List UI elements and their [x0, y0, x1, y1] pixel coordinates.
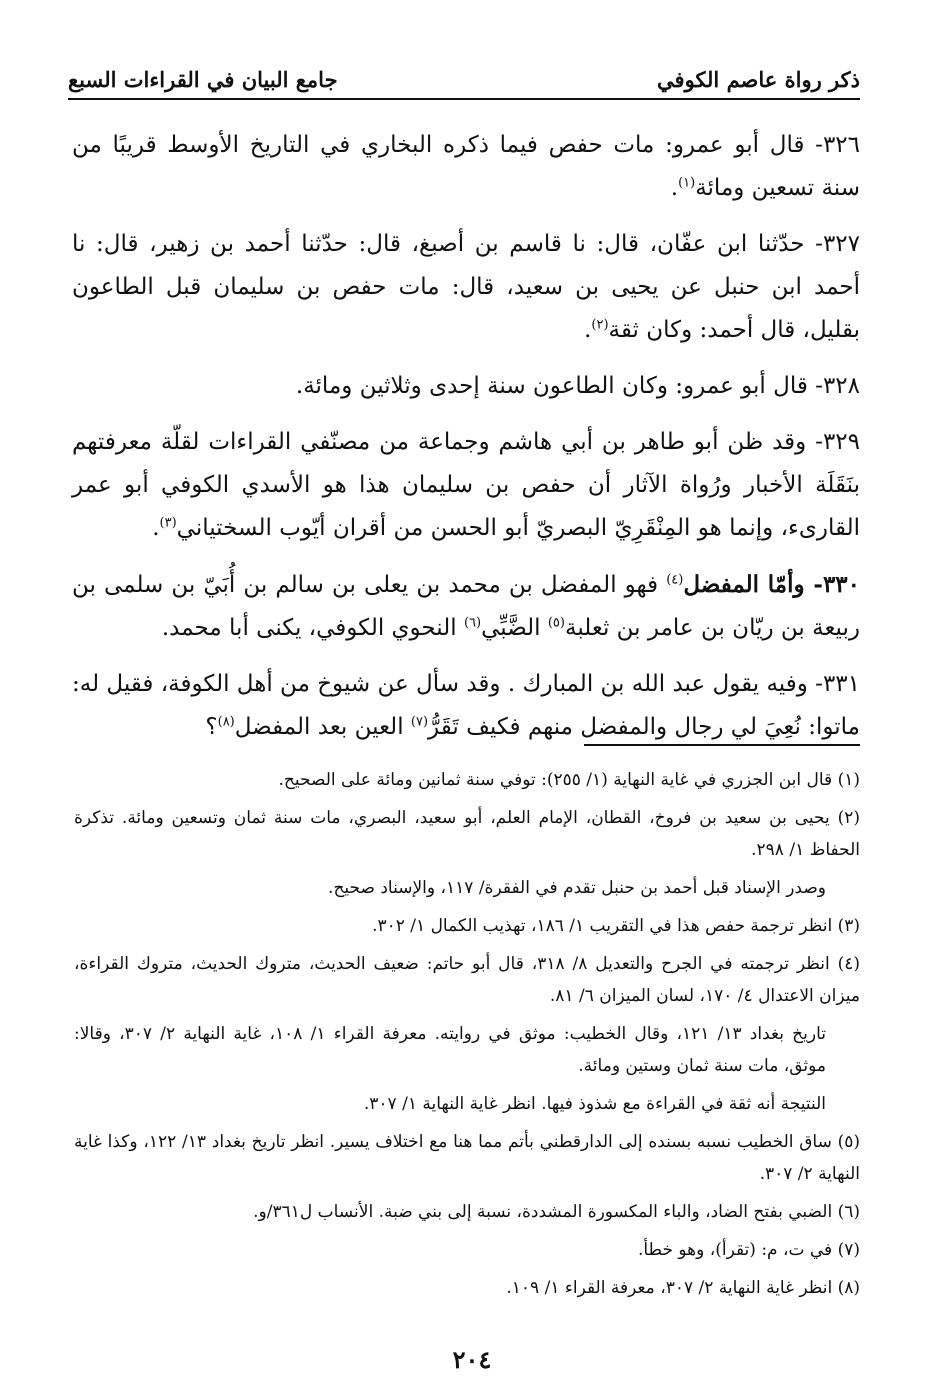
- footnote-marker: (٥): [547, 615, 565, 631]
- footnote-marker: (٣): [159, 515, 177, 531]
- footnote-marker: (٤): [666, 572, 684, 588]
- footnote-marker: (٧): [410, 714, 429, 730]
- paragraph-text: ٣٢٨- قال أبو عمرو: وكان الطاعون سنة إحدى وثلاثين ومائة.: [295, 373, 860, 399]
- page-number: ٢٠٤: [452, 1345, 492, 1374]
- running-header: [68, 60, 860, 100]
- footnote-marker: (٨): [217, 714, 235, 730]
- paragraph: [72, 563, 860, 650]
- footnote: (٣) انظر ترجمة حفص هذا في التقريب ١/ ١٨٦، تهذيب الكمال ١/ ٣٠٢.: [372, 916, 860, 936]
- footnote-marker: (٢): [591, 317, 609, 333]
- paragraph: [72, 663, 860, 749]
- header-chapter-title: ذكر رواة عاصم الكوفي: [657, 67, 860, 92]
- footnote: (٧) في ت، م: (تقرأ)، وهو خطأ.: [637, 1240, 860, 1260]
- footnote-continuation: النتيجة أنه ثقة في القراءة مع شذوذ فيها. انظر غاية النهاية ١/ ٣٠٧.: [363, 1094, 826, 1114]
- paragraph: [72, 365, 860, 408]
- footnote: (١) قال ابن الجزري في غاية النهاية (١/ ٢٥٥): توفي سنة ثمانين ومائة على الصحيح.: [278, 770, 860, 790]
- footnote-marker: (١): [678, 175, 696, 191]
- footnote: (٦) الضبي بفتح الضاد، والباء المكسورة المشددة، نسبة إلى بني ضبة. الأنساب ل٣٦١/و.: [253, 1202, 860, 1222]
- paragraph-text: العين بعد المفضل: [234, 714, 411, 740]
- footnote: (٨) انظر غاية النهاية ٢/ ٣٠٧، معرفة القراء ١/ ١٠٩.: [506, 1278, 860, 1298]
- paragraph: [72, 223, 860, 352]
- footnote: (٥) ساق الخطيب نسبه بسنده إلى الدارقطني بأتم مما هنا مع اختلاف يسير. انظر تاريخ بغداد ١٣/ ١٢٢، وكذا غاية النهاية ٢/ ٣٠٧.: [74, 1132, 860, 1184]
- paragraph-text: .: [670, 175, 679, 201]
- paragraph-text: النحوي الكوفي، يكنى أبا محمد.: [161, 615, 464, 641]
- footnote-separator: [584, 744, 860, 746]
- paragraph: [72, 421, 860, 550]
- paragraph-text: الضَّبِّي: [481, 615, 548, 641]
- footnote: (٢) يحيى بن سعيد بن فروخ، القطان، الإمام العلم، أبو سعيد، البصري، مات سنة ثمان وتسعين ومائة. تذكرة الحفاظ ١/ ٢٩٨.: [74, 808, 860, 860]
- paragraph-text: .: [584, 317, 592, 343]
- footnote-continuation: تاريخ بغداد ١٣/ ١٢١، وقال الخطيب: موثق في روايته. معرفة القراء ١/ ١٠٨، غاية النهاية ٢/ ٣٠٧، وقالا: موثق، مات سنة ثمان وستين ومائة.: [74, 1024, 826, 1076]
- paragraph-text: ٣٣١- وفيه يقول عبد الله بن المبارك . وقد سأل عن شيوخ من أهل الكوفة، فقيل له: ماتوا: نُعِيَ لي رجال والمفضل منهم فكيف تَقَرُّ: [72, 671, 860, 740]
- paragraph: [72, 124, 860, 210]
- paragraph-text: ٣٢٦- قال أبو عمرو: مات حفص فيما ذكره البخاري في التاريخ الأوسط قريبًا من سنة تسعين ومائة: [72, 132, 860, 201]
- bold-text: ٣٣٠- وأمّا المفضل: [683, 571, 860, 598]
- main-text: [72, 124, 860, 762]
- footnote-continuation: وصدر الإسناد قبل أحمد بن حنبل تقدم في الفقرة/ ١١٧، والإسناد صحيح.: [328, 878, 826, 898]
- paragraph-text: ٣٢٩- وقد ظن أبو طاهر بن أبي هاشم وجماعة من مصنّفي القراءات لقلّة معرفتهم بنَقَلَة الأخبار ورُواة الآثار أن حفص بن سليمان هذا هو الأسدي الكوفي أبو عمر القارىء، وإنما هو المِنْقَرِيّ البصريّ أبو الحسن من أقران أيّوب السختياني: [72, 429, 860, 541]
- paragraph-text: فهو المفضل بن محمد بن يعلى بن سالم بن أُبَيّ بن سلمى بن ربيعة بن ريّان بن عامر بن ثعلبة: [72, 572, 860, 641]
- header-book-title: جامع البيان في القراءات السبع: [68, 67, 338, 92]
- paragraph-text: ٣٢٧- حدّثنا ابن عفّان، قال: نا قاسم بن أصبغ، قال: حدّثنا أحمد بن زهير، قال: نا أحمد ابن حنبل عن يحيى بن سعيد، قال: مات حفص بن سليمان قبل الطاعون بقليل، قال أحمد: وكان ثقة: [72, 231, 860, 343]
- paragraph-text: ؟: [205, 714, 218, 740]
- paragraph-text: .: [152, 515, 160, 541]
- footnotes: [74, 764, 860, 1310]
- footnote: (٤) انظر ترجمته في الجرح والتعديل ٨/ ٣١٨، قال أبو حاتم: ضعيف الحديث، متروك الحديث، متروك القراءة، ميزان الاعتدال ٤/ ١٧٠، لسان الميزان ٦/ ٨١.: [74, 954, 860, 1006]
- footnote-marker: (٦): [463, 615, 482, 631]
